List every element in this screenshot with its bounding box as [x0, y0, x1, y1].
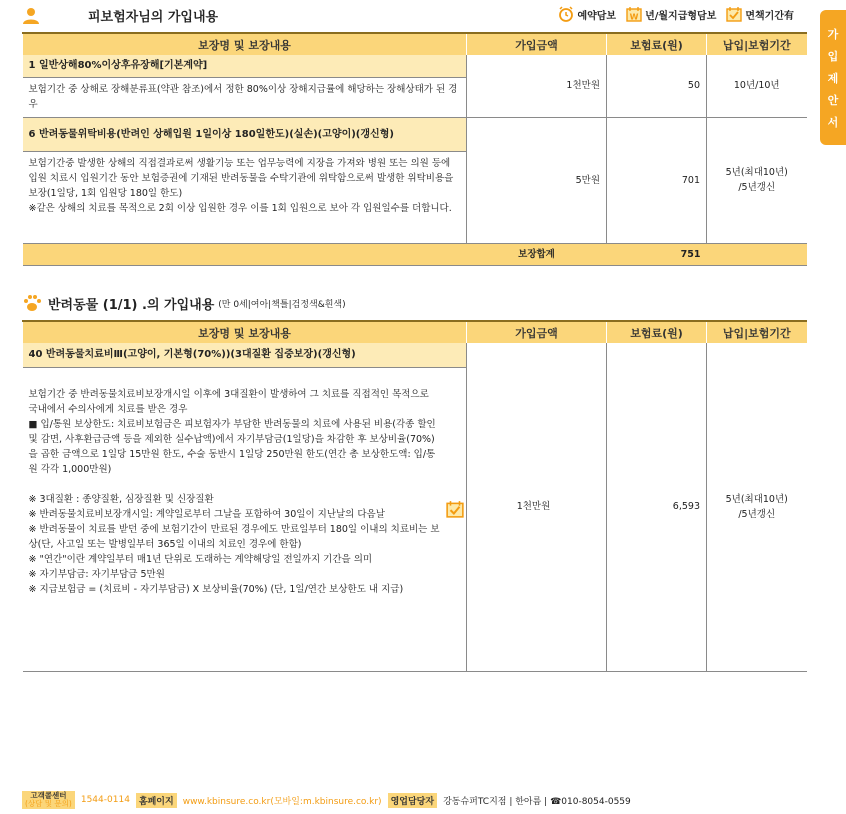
section1-table [22, 32, 807, 266]
section2-header [22, 293, 346, 313]
amount-cell: 1천만원 [467, 55, 607, 117]
footer-agent-label: 영업담당자 [388, 793, 437, 808]
footer-home-label: 홈페이지 [136, 793, 177, 808]
col-header: 납입|보험기간 [707, 321, 807, 343]
legend-item-exemption [726, 6, 794, 22]
coverage-name: 1 일반상해80%이상후유장해[기본계약] [23, 55, 467, 77]
total-row [23, 243, 807, 265]
footer-phone: 1544-0114 [80, 795, 130, 805]
coverage-name: 6 반려동물위탁비용(반려인 상해입원 1일이상 180일한도)(실손)(고양이)(갱신형) [23, 117, 467, 151]
footer-home-link[interactable]: www.kbinsure.co.kr(모바일:m.kbinsure.co.kr) [182, 796, 382, 807]
calendar-check-icon [446, 500, 464, 518]
table-header-row [23, 33, 807, 55]
legend [558, 6, 794, 22]
alarm-clock-icon [558, 6, 574, 22]
table-row [23, 343, 807, 367]
table-row [23, 55, 807, 77]
premium-cell: 701 [607, 117, 707, 243]
section2-table [22, 320, 807, 672]
person-icon [22, 7, 40, 25]
side-tab-char: 제 [827, 71, 839, 85]
coverage-desc [23, 367, 467, 671]
col-header: 보장명 및 보장내용 [23, 33, 467, 55]
legend-label: 년/월지급형담보 [645, 10, 717, 22]
svg-text:W: W [629, 12, 639, 22]
amount-cell: 5만원 [467, 117, 607, 243]
period-cell: 10년/10년 [707, 55, 807, 117]
col-header: 보험료(원) [607, 33, 707, 55]
side-tab-char: 안 [827, 93, 839, 107]
total-value: 751 [607, 243, 707, 265]
col-header: 납입|보험기간 [707, 33, 807, 55]
section1-title: 피보험자님의 가입내용 [88, 10, 219, 25]
period-cell: 5년(최대10년) /5년갱신 [707, 117, 807, 243]
col-header: 가입금액 [467, 33, 607, 55]
side-tab-char: 가 [827, 27, 839, 41]
side-tab[interactable] [820, 10, 846, 145]
footer-call-label: 고객콜센터 (상담 및 문의) [22, 791, 75, 809]
paw-icon [22, 293, 42, 313]
calendar-check-icon [726, 6, 742, 22]
legend-label: 예약담보 [577, 10, 617, 22]
coverage-desc-text: 보험기간 중 반려동물치료비보장개시일 이후에 3대질환이 발생하여 그 치료를 직접적인 목적으로 국내에서 수의사에게 치료를 받은 경우 ■ 입/통원 보상한도: 치료비보험금은 피보험자가 부담한 반려동물의 치료에 사용된 비용(각종 할인 및 감면, 사후환급금액 등을 제외한 실수납액)에서 자기부담금(1일당)을 차감한 후 보상비율(70%)을 곱한 금액으로 1일당 15만원 한도, 수술 동반시 1일당 250만원 한도(연간 총 보상한도액: 입/통원 각각 1,000만원) ※ 3대질환 : 종양질환, 심장질환 및 신장질환 ※ 반려동물치료비보장개시일: 계약일로부터 그날을 포함하여 30일이 지난날의 다음날 ※ 반려동물이 치료를 받던 중에 보험기간이 만료된 경우에도 만료일부터 180일 이내의 치료비는 보상(단, 사고일 또는 발병일부터 365일 이내의 치료인 경우에 한함) ※ "연간"이란 계약일부터 매1년 단위로 도래하는 계약해당일 전일까지 기간을 의미 ※ 자기부담금: 자기부담금 5만원 ※ 지급보험금 = (치료비 - 자기부담금) X 보상비율(70%) (단, 1일/연간 보상한도 내 지급) [28, 388, 440, 595]
table-header-row [23, 321, 807, 343]
section2-subtitle: (만 0세|여아|책틀|검정색&흰색) [218, 299, 346, 310]
total-label: 보장합계 [467, 243, 607, 265]
footer [22, 790, 806, 810]
table-row [23, 117, 807, 151]
premium-cell: 6,593 [607, 343, 707, 671]
footer-agent-text: 강동슈퍼TC지점 | 한아름 | ☎010-8054-0559 [443, 796, 631, 807]
col-header: 가입금액 [467, 321, 607, 343]
legend-label: 면책기간有 [745, 10, 794, 22]
section2-title: 반려동물 (1/1) .의 가입내용 [48, 297, 215, 313]
col-header: 보험료(원) [607, 321, 707, 343]
legend-item-reserved [558, 6, 616, 22]
side-tab-char: 서 [827, 115, 839, 129]
amount-cell: 1천만원 [467, 343, 607, 671]
calendar-w-icon [626, 6, 642, 22]
premium-cell: 50 [607, 55, 707, 117]
col-header: 보장명 및 보장내용 [23, 321, 467, 343]
period-cell: 5년(최대10년) /5년갱신 [707, 343, 807, 671]
side-tab-char: 입 [827, 49, 839, 63]
section1-header [22, 6, 218, 25]
coverage-desc: 보험기간중 발생한 상해의 직접결과로써 생활기능 또는 업무능력에 지장을 가져와 병원 또는 의원 등에 입원 치료시 입원기간 동안 보험증권에 기재된 반려동물을 수탁기관에 위탁함으로써 발생한 위탁비용을 보장(1일당, 1회 입원당 180일 한도) ※같은 상해의 치료를 목적으로 2회 이상 입원한 경우 이를 1회 입원으로 보아 각 입원일수를 더합니다. [23, 151, 467, 243]
legend-item-annual [626, 6, 716, 22]
coverage-desc: 보험기간 중 상해로 장해분류표(약관 참조)에서 정한 80%이상 장해지급률에 해당하는 장해상태가 된 경우 [23, 77, 467, 117]
coverage-name: 40 반려동물치료비Ⅲ(고양이, 기본형(70%))(3대질환 집중보장)(갱신형) [23, 343, 467, 367]
